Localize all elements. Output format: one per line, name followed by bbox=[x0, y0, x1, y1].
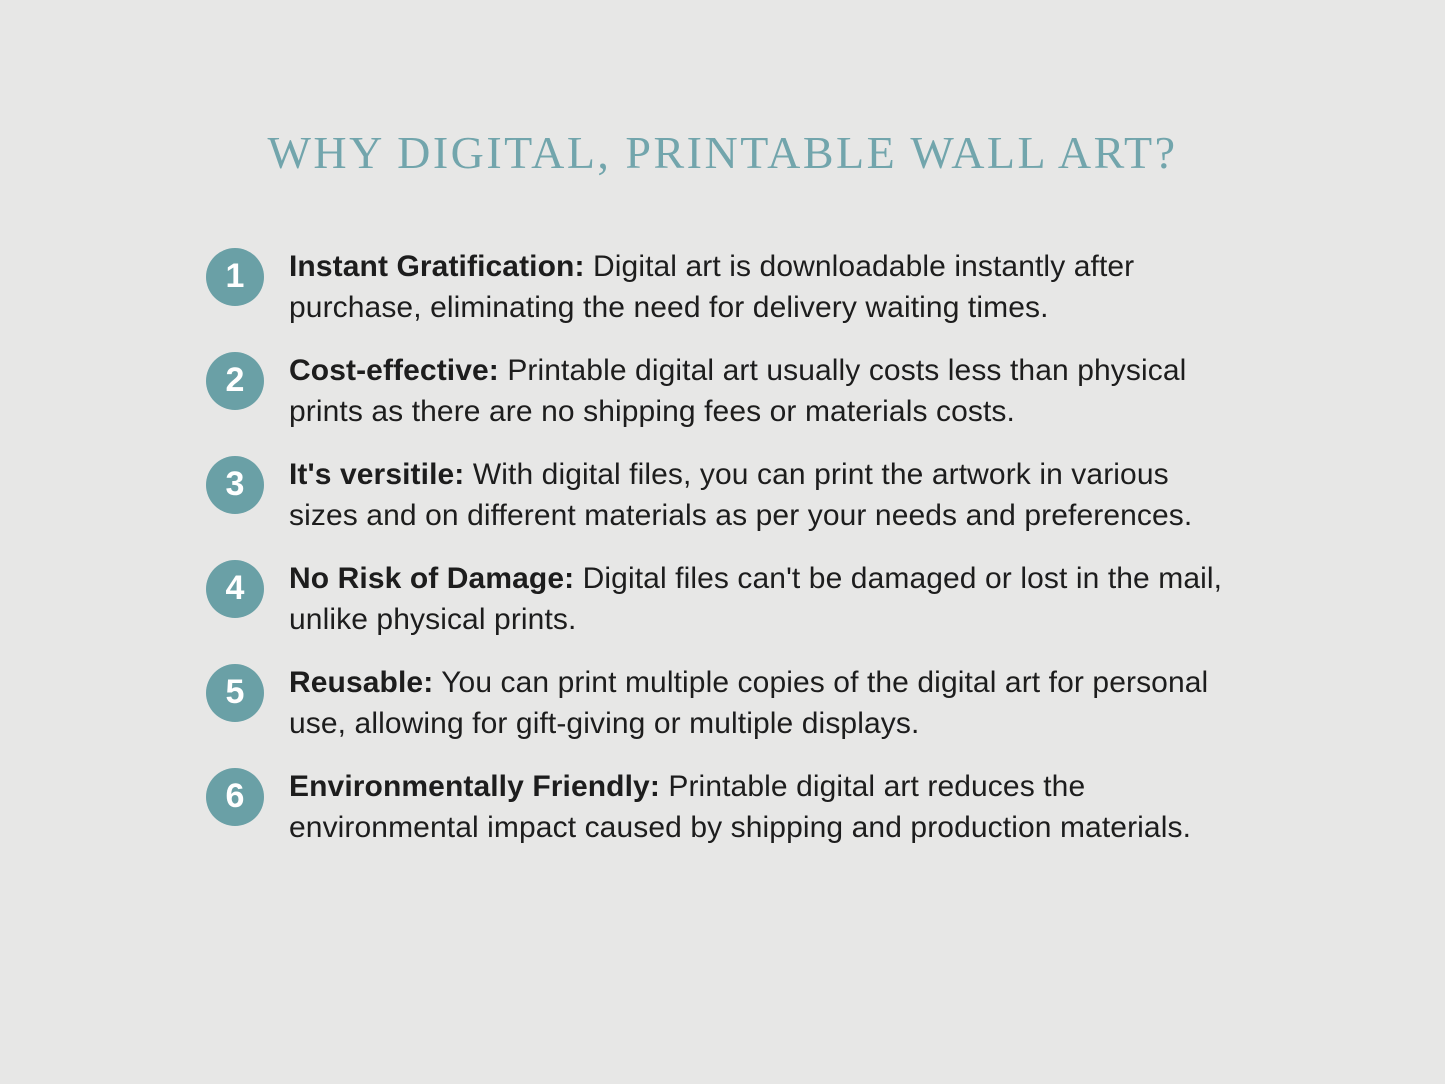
benefit-label: Instant Gratification: bbox=[289, 250, 585, 283]
badge-number: 1 bbox=[225, 257, 245, 295]
benefit-text bbox=[289, 454, 1239, 536]
page-title: WHY DIGITAL, PRINTABLE WALL ART? bbox=[267, 127, 1178, 178]
number-badge bbox=[206, 456, 264, 514]
benefit-description: With digital files, you can print the artwork in various sizes and on different materials as per your needs and preferences. bbox=[289, 458, 1193, 532]
benefit-text bbox=[289, 246, 1239, 328]
benefit-label: It's versitile: bbox=[289, 458, 465, 491]
benefit-label: Environmentally Friendly: bbox=[289, 770, 660, 803]
benefit-description: Digital files can't be damaged or lost in the mail, unlike physical prints. bbox=[289, 562, 1223, 636]
benefit-label: Reusable: bbox=[289, 666, 434, 699]
benefit-text bbox=[289, 766, 1239, 848]
list-item bbox=[206, 766, 1285, 848]
badge-number: 5 bbox=[225, 673, 245, 711]
list-item bbox=[206, 246, 1285, 328]
list-item bbox=[206, 558, 1285, 640]
benefit-label: No Risk of Damage: bbox=[289, 562, 575, 595]
benefit-description: Printable digital art usually costs less than physical prints as there are no shipping fees or materials costs. bbox=[289, 354, 1187, 428]
badge-number: 2 bbox=[225, 361, 245, 399]
badge-number: 3 bbox=[225, 465, 245, 503]
number-badge bbox=[206, 352, 264, 410]
number-badge bbox=[206, 768, 264, 826]
badge-number: 4 bbox=[225, 569, 245, 607]
list-item bbox=[206, 662, 1285, 744]
benefit-text bbox=[289, 662, 1239, 744]
benefit-text bbox=[289, 558, 1239, 640]
number-badge bbox=[206, 664, 264, 722]
number-badge bbox=[206, 248, 264, 306]
list-item bbox=[206, 350, 1285, 432]
number-badge bbox=[206, 560, 264, 618]
benefit-text bbox=[289, 350, 1239, 432]
benefit-description: You can print multiple copies of the digital art for personal use, allowing for gift-giving or multiple displays. bbox=[289, 666, 1209, 740]
list-item bbox=[206, 454, 1285, 536]
benefits-list bbox=[0, 246, 1445, 848]
benefit-label: Cost-effective: bbox=[289, 354, 499, 387]
badge-number: 6 bbox=[225, 777, 245, 815]
benefit-description: Printable digital art reduces the environmental impact caused by shipping and production materials. bbox=[289, 770, 1192, 844]
benefit-description: Digital art is downloadable instantly after purchase, eliminating the need for delivery waiting times. bbox=[289, 250, 1135, 324]
